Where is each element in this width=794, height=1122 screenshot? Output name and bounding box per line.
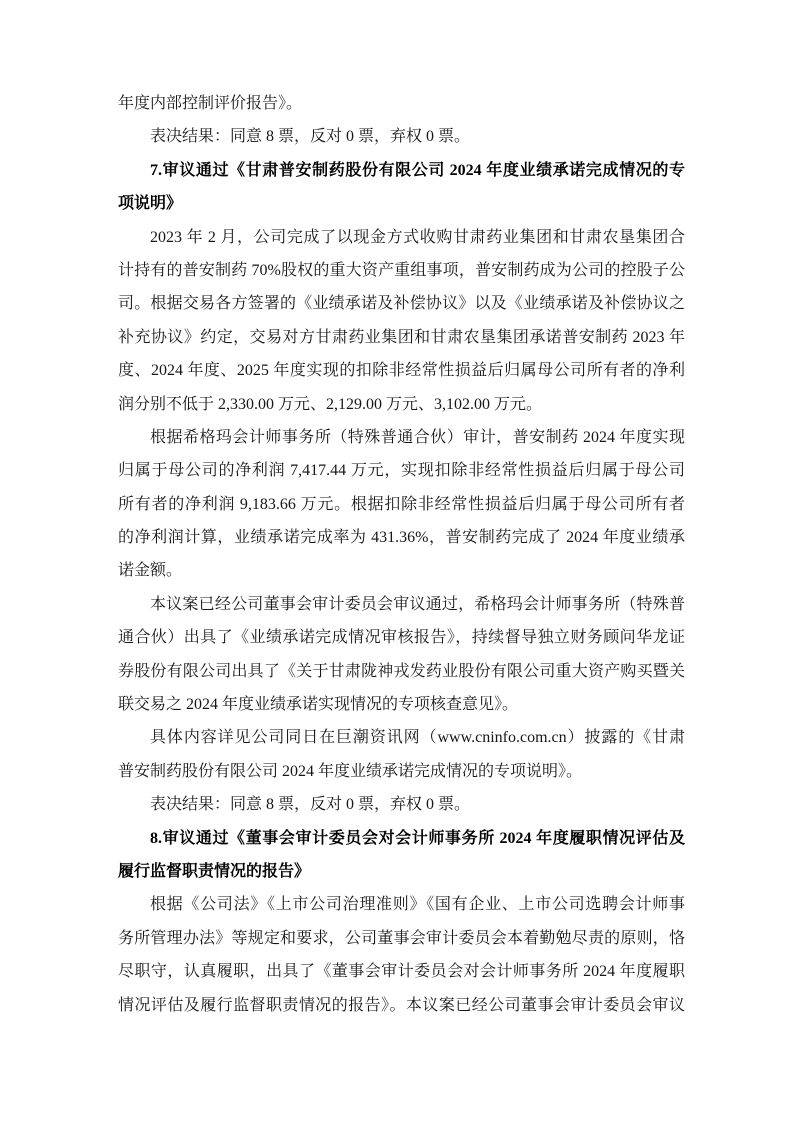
para-vote-result-item7: [118, 788, 685, 821]
para-committee-approval: [118, 588, 685, 722]
text-line: 润分别不低于 2,330.00 万元、2,129.00 万元、3,102.00 万元。: [118, 395, 543, 413]
para-internal-control-report-continuation: [118, 87, 685, 120]
text-line: 根据《公司法》《上市公司治理准则》《国有企业、上市公司选聘会计师事: [150, 896, 685, 914]
para-vote-result-item6: [118, 120, 685, 153]
heading-item-8: [118, 822, 685, 889]
para-disclosure-reference: [118, 721, 685, 788]
text-line: 尽职守，认真履职，出具了《董事会审计委员会对会计师事务所 2024 年度履职: [118, 963, 685, 981]
text-line: 普安制药股份有限公司 2024 年度业绩承诺完成情况的专项说明》。: [118, 762, 583, 780]
text-line: 2023 年 2 月，公司完成了以现金方式收购甘肃药业集团和甘肃农垦集团合: [150, 228, 685, 246]
text-line: 司。根据交易各方签署的《业绩承诺及补偿协议》以及《业绩承诺及补偿协议之: [118, 295, 685, 313]
text-line: 度、2024 年度、2025 年度实现的扣除非经常性损益后归属母公司所有者的净利: [118, 362, 685, 380]
text-line: 7.审议通过《甘肃普安制药股份有限公司 2024 年度业绩承诺完成情况的专: [150, 161, 685, 179]
text-line: 项说明》: [118, 195, 183, 213]
text-line: 补充协议》约定，交易对方甘肃药业集团和甘肃农垦集团承诺普安制药 2023 年: [118, 328, 685, 346]
text-line: 根据希格玛会计师事务所（特殊普通合伙）审计，普安制药 2024 年度实现: [150, 428, 685, 446]
para-audit-result: [118, 421, 685, 588]
para-acquisition-background: [118, 221, 685, 421]
heading-item-7: [118, 154, 685, 221]
text-line: 所有者的净利润 9,183.66 万元。根据扣除非经常性损益后归属于母公司所有者: [118, 495, 685, 513]
text-line: 计持有的普安制药 70%股权的重大资产重组事项，普安制药成为公司的控股子公: [118, 261, 685, 279]
text-line: 年度内部控制评价报告》。: [118, 95, 303, 112]
text-line: 履行监督职责情况的报告》: [118, 862, 311, 880]
text-line: 的净利润计算，业绩承诺完成率为 431.36%，普安制药完成了 2024 年度业绩承: [118, 529, 685, 547]
text-line: 本议案已经公司董事会审计委员会审议通过，希格玛会计师事务所（特殊普: [150, 595, 685, 613]
text-line: 8.审议通过《董事会审计委员会对会计师事务所 2024 年度履职情况评估及: [150, 829, 685, 847]
text-line: 联交易之 2024 年度业绩承诺实现情况的专项核查意见》。: [118, 696, 519, 714]
document-body: [118, 87, 685, 1022]
text-line: 情况评估及履行监督职责情况的报告》。本议案已经公司董事会审计委员会审议: [118, 996, 685, 1014]
text-line: 通合伙）出具了《业绩承诺完成情况审核报告》，持续督导独立财务顾问华龙证: [118, 629, 685, 647]
text-line: 具体内容详见公司同日在巨潮资讯网（www.cninfo.com.cn）披露的《甘肃: [150, 729, 685, 747]
text-line: 表决结果：同意 8 票，反对 0 票，弃权 0 票。: [150, 128, 471, 146]
text-line: 务所管理办法》等规定和要求，公司董事会审计委员会本着勤勉尽责的原则，恪: [118, 929, 685, 947]
text-line: 券股份有限公司出具了《关于甘肃陇神戎发药业股份有限公司重大资产购买暨关: [118, 662, 685, 680]
text-line: 诺金额。: [118, 562, 183, 580]
text-line: 表决结果：同意 8 票，反对 0 票，弃权 0 票。: [150, 796, 471, 814]
para-audit-committee-duty: [118, 888, 685, 1022]
text-line: 归属于母公司的净利润 7,417.44 万元，实现扣除非经常性损益后归属于母公司: [118, 462, 685, 480]
